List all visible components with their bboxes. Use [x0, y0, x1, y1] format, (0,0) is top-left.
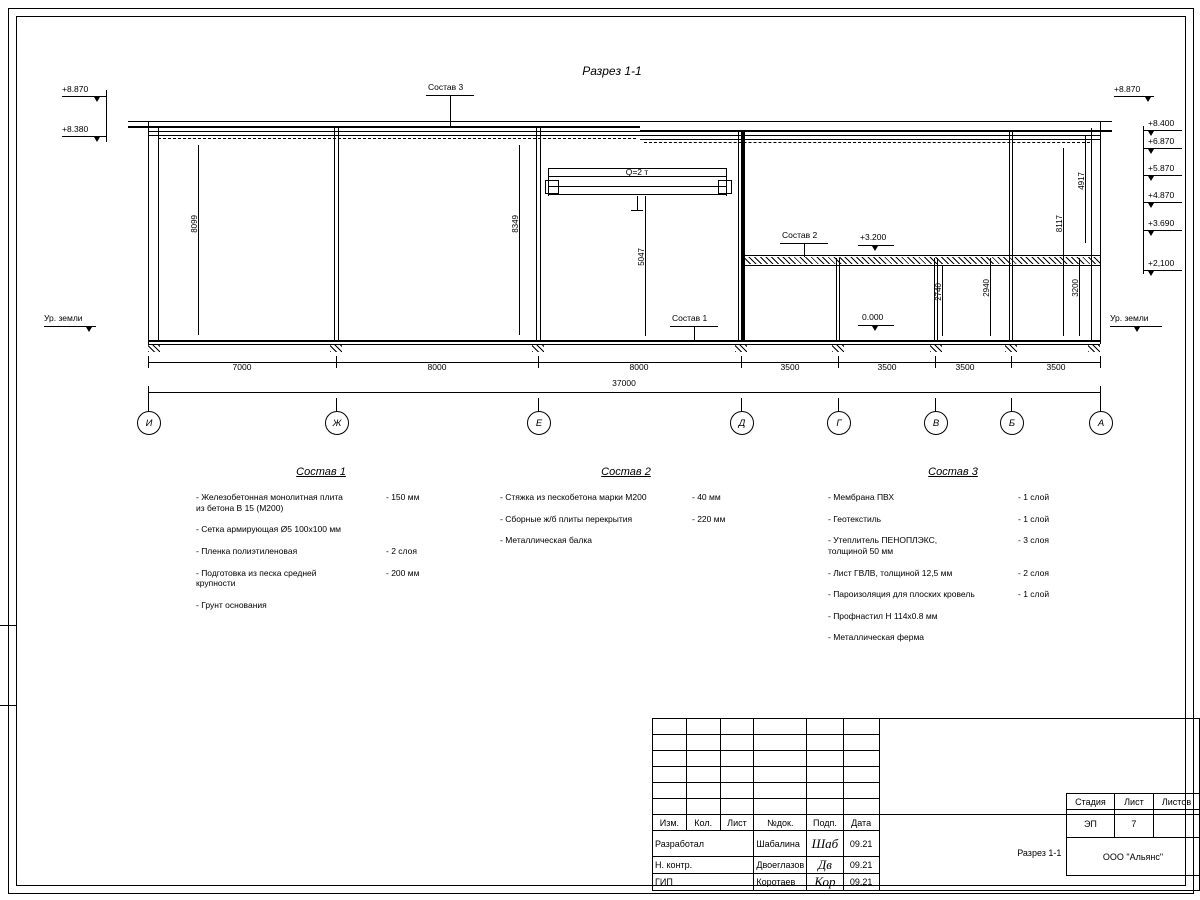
axis-stem-e [538, 398, 539, 412]
spec-item-value: - 2 слоя [386, 545, 417, 556]
level-zero-arrow [872, 326, 878, 331]
footing-hatch-b [1005, 344, 1017, 352]
stamp-name-3: Коротаев [754, 874, 807, 891]
stamp-cell [807, 735, 843, 751]
spec-title-3: Состав 3 [928, 466, 978, 478]
spec-item [500, 492, 752, 503]
ground-level-left-arrow [86, 327, 92, 332]
stamp-company: ООО "Альянс" [1067, 838, 1200, 876]
axis-stem-v [935, 398, 936, 412]
level-inner-3200: +3.200 [860, 232, 887, 242]
stamp-header-izm: Изм. [653, 815, 687, 831]
level-right-7: +2,100 [1148, 258, 1175, 268]
ground-line [148, 344, 1100, 345]
spec-item-name: - Грунт основания [196, 599, 267, 610]
callout-sostav2-leader [804, 243, 805, 257]
level-right-4-arrow [1148, 176, 1154, 181]
stamp-cell [720, 719, 754, 735]
spec-item-value: - 200 мм [386, 567, 420, 578]
stamp-role-1: Разработал [653, 831, 754, 857]
axis-stem-d [741, 398, 742, 412]
spec-item-value [1018, 632, 1078, 643]
spec-item [196, 568, 446, 589]
stamp-cell [843, 799, 879, 815]
dim-tick-g [838, 356, 839, 368]
spec-item [500, 535, 752, 546]
stamp-role-3: ГИП [653, 874, 754, 891]
roof-layer-right [640, 135, 1100, 136]
wall-line-right-outer [1100, 122, 1101, 344]
axis-stem-zh [336, 398, 337, 412]
spec-item-value [1018, 611, 1078, 622]
mezzanine-slab [744, 257, 1100, 264]
column-axis-b-b [1012, 132, 1013, 342]
mezzanine-bottom [744, 265, 1100, 266]
spec-item [828, 611, 1078, 622]
spec-item [828, 514, 1078, 525]
axis-bubble-g: Г [827, 411, 851, 435]
spec-item-name: - Металлическая ферма [828, 632, 925, 643]
dim-total-tick-right [1100, 386, 1101, 398]
title-block-right [1066, 793, 1200, 876]
spec-item-name: - Профнастил Н 114х0.8 мм [828, 610, 938, 621]
vdim-line-8099 [198, 145, 199, 335]
stamp-date-2: 09.21 [843, 857, 879, 874]
stamp-cell [686, 751, 720, 767]
stamp-date-3: 09.21 [843, 874, 879, 891]
wall-line-right-inner [1091, 128, 1092, 340]
stamp-sign-2: Дв [807, 857, 843, 874]
level-right-7-arrow [1148, 271, 1154, 276]
vdim-line-5047 [645, 196, 646, 336]
stamp-cell [754, 767, 807, 783]
stamp-header-ndoc: №док. [754, 815, 807, 831]
dim-span-1: 7000 [232, 362, 252, 372]
level-right-6: +3.690 [1148, 218, 1175, 228]
stamp-cell [653, 735, 687, 751]
stamp-cell [720, 783, 754, 799]
stamp-cell [686, 719, 720, 735]
stamp-cell [754, 735, 807, 751]
level-zero: 0.000 [862, 312, 884, 322]
stamp-cell [807, 719, 843, 735]
dim-span-4: 3500 [780, 362, 800, 372]
roof-bottom-chord-left [148, 135, 640, 136]
spec-item-value: - 220 мм [692, 513, 726, 524]
spec-item [196, 600, 446, 611]
stamp-cell [720, 751, 754, 767]
vdim-line-8349 [519, 145, 520, 335]
stamp-cell [653, 767, 687, 783]
stamp-cell [754, 799, 807, 815]
roof-layer-left [148, 131, 640, 132]
level-right-2: +8.400 [1148, 118, 1175, 128]
crane-trolley-left [545, 180, 559, 194]
axis-stem-g [838, 398, 839, 412]
footing-hatch-zh [330, 344, 342, 352]
stamp-lists-header: Листов [1154, 794, 1200, 810]
stamp-stage-value: ЭП [1067, 810, 1115, 838]
dim-tick-a [1100, 356, 1101, 368]
column-axis-g-b [839, 258, 840, 342]
spec-item-value: - 150 мм [386, 492, 420, 502]
spec-item [196, 524, 446, 535]
stamp-list-header: Лист [1114, 794, 1153, 810]
column-axis-b [1009, 132, 1010, 342]
stamp-cell [754, 719, 807, 735]
stamp-lists-value [1154, 810, 1200, 838]
stamp-empty-row [653, 719, 1200, 735]
level-right-1: +8.870 [1114, 84, 1141, 94]
ground-hatch-left [148, 344, 160, 352]
spec-item-name: - Железобетонная монолитная плита из бетона В 15 (М200) [196, 492, 343, 513]
level-right-6-arrow [1148, 231, 1154, 236]
axis-bubble-b: Б [1000, 411, 1024, 435]
dim-span-7: 3500 [1046, 362, 1066, 372]
stamp-header-data: Дата [843, 815, 879, 831]
footing-hatch-g [832, 344, 844, 352]
footing-hatch-e [532, 344, 544, 352]
column-axis-zh [334, 128, 335, 342]
stamp-cell [807, 751, 843, 767]
spec-item-name: - Лист ГВЛВ, толщиной 12,5 мм [828, 567, 953, 578]
stamp-header-list: Лист [720, 815, 754, 831]
spec-item-value: - 2 слоя [1018, 567, 1049, 578]
vdim-3200: 3200 [1071, 279, 1080, 297]
stamp-stage-header: Стадия [1067, 794, 1115, 810]
vdim-2940: 2940 [982, 279, 991, 297]
stamp-cell [720, 799, 754, 815]
stamp-cell [807, 783, 843, 799]
vdim-4917: 4917 [1077, 172, 1086, 190]
column-axis-d-b [744, 132, 745, 342]
stamp-header-kol: Кол. [686, 815, 720, 831]
dim-tick-i [148, 356, 149, 368]
spec-title-1: Состав 1 [296, 466, 346, 478]
stamp-cell [720, 735, 754, 751]
stamp-cell [686, 783, 720, 799]
stamp-company-row [1067, 838, 1200, 876]
dim-tick-e [538, 356, 539, 368]
spec-item-value: - 3 слоя [1018, 535, 1049, 546]
callout-sostav1: Состав 1 [672, 313, 708, 323]
dim-tick-zh [336, 356, 337, 368]
spec-item-value [386, 600, 446, 611]
spec-item-name: - Утеплитель ПЕНОПЛЭКС, толщиной 50 мм [828, 535, 938, 556]
fold-mark-top [0, 625, 16, 626]
column-axis-zh-b [338, 128, 339, 342]
vdim-5047: 5047 [637, 248, 646, 266]
axis-bubble-a: А [1089, 411, 1113, 435]
stamp-cell [807, 767, 843, 783]
spec-block-1 [196, 466, 446, 621]
spec-item [828, 589, 1078, 600]
axis-bubble-zh: Ж [325, 411, 349, 435]
spec-title-2: Состав 2 [601, 466, 651, 478]
spec-item-name: - Пароизоляция для плоских кровель [828, 589, 975, 600]
dim-span-5: 3500 [877, 362, 897, 372]
axis-stem-b [1011, 398, 1012, 412]
stamp-cell [843, 783, 879, 799]
footing-hatch-v [930, 344, 942, 352]
spec-item [828, 568, 1078, 579]
stamp-cell [754, 751, 807, 767]
level-right-3: +6.870 [1148, 136, 1175, 146]
spec-block-3 [828, 466, 1078, 654]
stamp-cell [653, 751, 687, 767]
mezzanine-top [744, 255, 1100, 256]
stamp-role-2: Н. контр. [653, 857, 754, 874]
dim-tick-d [741, 356, 742, 368]
crane-hook-line [637, 196, 638, 210]
vdim-line-2740 [942, 266, 943, 336]
spec-item-value [692, 535, 752, 546]
roof-dash-right [644, 142, 1090, 143]
stamp-cell [686, 799, 720, 815]
spec-item-name: - Сетка армирующая Ø5 100х100 мм [196, 524, 342, 535]
column-axis-e [536, 128, 537, 342]
spec-item-value: - 1 слой [1018, 492, 1050, 502]
fold-mark-bottom [0, 705, 16, 706]
stamp-cell [653, 799, 687, 815]
vdim-line-3200 [1079, 258, 1080, 336]
crane-hook [631, 210, 643, 211]
level-right-connector [1143, 126, 1144, 274]
spec-item [500, 514, 752, 525]
spec-item-name: - Пленка полиэтиленовая [196, 545, 298, 556]
level-right-5: +4.870 [1148, 190, 1175, 200]
spec-item [828, 535, 1078, 556]
axis-bubble-v: В [924, 411, 948, 435]
dim-total-line [148, 392, 1100, 393]
axis-bubble-e: Е [527, 411, 551, 435]
spec-item-name: - Подготовка из песка средней крупности [196, 567, 317, 589]
wall-line-left-outer [148, 122, 149, 344]
level-right-3-arrow [1148, 149, 1154, 154]
roof-bottom-chord-right [640, 139, 1100, 140]
level-left-1-arrow [94, 97, 100, 102]
vdim-8099: 8099 [190, 215, 199, 233]
stamp-cell [843, 767, 879, 783]
vdim-8117: 8117 [1055, 215, 1064, 233]
vdim-line-2940 [990, 258, 991, 336]
ground-level-left-label: Ур. земли [44, 313, 83, 323]
stamp-name-1: Шабалина [754, 831, 807, 857]
vdim-2740: 2740 [934, 283, 943, 301]
spec-item-name: - Сборные ж/б плиты перекрытия [500, 513, 633, 524]
spec-item-name: - Мембрана ПВХ [828, 492, 895, 502]
spec-item [196, 492, 446, 513]
stamp-cell [843, 719, 879, 735]
dim-span-3: 8000 [629, 362, 649, 372]
stamp-cell [843, 751, 879, 767]
spec-block-2 [500, 466, 752, 557]
stamp-sign-1: Шаб [807, 831, 843, 857]
stamp-cell [807, 799, 843, 815]
roof-overhang-line [128, 121, 1112, 122]
axis-bubble-d: Д [730, 411, 754, 435]
callout-sostav3-leader [450, 95, 451, 126]
partition-wall-d [741, 132, 744, 342]
ground-level-right-arrow [1134, 327, 1140, 332]
ground-hatch-right [1088, 344, 1100, 352]
vdim-line-8117 [1063, 148, 1064, 336]
spec-item [828, 632, 1078, 643]
level-right-4: +5.870 [1148, 163, 1175, 173]
axis-stem-a [1100, 398, 1101, 412]
column-axis-d [738, 132, 739, 342]
roof-dash-left [158, 138, 636, 139]
stamp-cell [843, 735, 879, 751]
vdim-8349: 8349 [511, 215, 520, 233]
callout-sostav3: Состав 3 [428, 82, 464, 92]
stamp-cell [686, 767, 720, 783]
level-left-2-arrow [94, 137, 100, 142]
stamp-sheet-title: Разрез 1-1 [1017, 847, 1062, 858]
stamp-header-podp: Подп. [807, 815, 843, 831]
column-axis-e-b [540, 128, 541, 342]
stamp-cell [754, 783, 807, 799]
stamp-cell [720, 767, 754, 783]
callout-sostav1-leader [694, 326, 695, 341]
crane-capacity-label: Q=2 т [625, 167, 649, 177]
roof-chord-left [128, 126, 640, 128]
level-right-5-arrow [1148, 203, 1154, 208]
dim-total-tick-left [148, 386, 149, 398]
level-left-1: +8.870 [62, 84, 89, 94]
spec-item-value: - 40 мм [692, 492, 721, 502]
stamp-date-1: 09.21 [843, 831, 879, 857]
spec-item-value [386, 524, 446, 535]
spec-item-name: - Геотекстиль [828, 513, 882, 524]
floor-slab-line [148, 340, 1100, 342]
axis-stem-i [148, 398, 149, 412]
wall-line-left-inner [158, 128, 159, 340]
stamp-name-2: Двоеглазов [754, 857, 807, 874]
stamp-list-value: 7 [1114, 810, 1153, 838]
stamp-right-header-row [1067, 794, 1200, 810]
callout-sostav2: Состав 2 [782, 230, 818, 240]
column-axis-g [836, 258, 837, 342]
crane-beam-top [548, 186, 726, 187]
crane-beam-bottom [548, 194, 726, 195]
spec-item-name: - Стяжка из пескобетона марки М200 [500, 492, 647, 502]
spec-item [196, 546, 446, 557]
dim-span-2: 8000 [427, 362, 447, 372]
spec-item-value: - 1 слой [1018, 513, 1050, 524]
dim-tick-b [1011, 356, 1012, 368]
ground-level-right-label: Ур. земли [1110, 313, 1149, 323]
dim-span-6: 3500 [955, 362, 975, 372]
crane-trolley-right [718, 180, 732, 194]
level-left-2: +8.380 [62, 124, 89, 134]
roof-chord-right [640, 130, 1112, 132]
level-right-1-arrow [1145, 97, 1151, 102]
axis-bubble-i: И [137, 411, 161, 435]
spec-item-value: - 1 слой [1018, 589, 1050, 600]
stamp-sign-3: Кор [807, 874, 843, 891]
stamp-cell [686, 735, 720, 751]
spec-item [828, 492, 1078, 503]
spec-item-name: - Металлическая балка [500, 535, 593, 546]
footing-hatch-d [735, 344, 747, 352]
level-left-connector [106, 90, 107, 142]
stamp-cell [653, 783, 687, 799]
stamp-right-value-row [1067, 810, 1200, 838]
level-inner-3200-arrow [872, 246, 878, 251]
stamp-cell [653, 719, 687, 735]
section-title: Разрез 1-1 [582, 64, 642, 78]
dim-total: 37000 [612, 378, 636, 388]
